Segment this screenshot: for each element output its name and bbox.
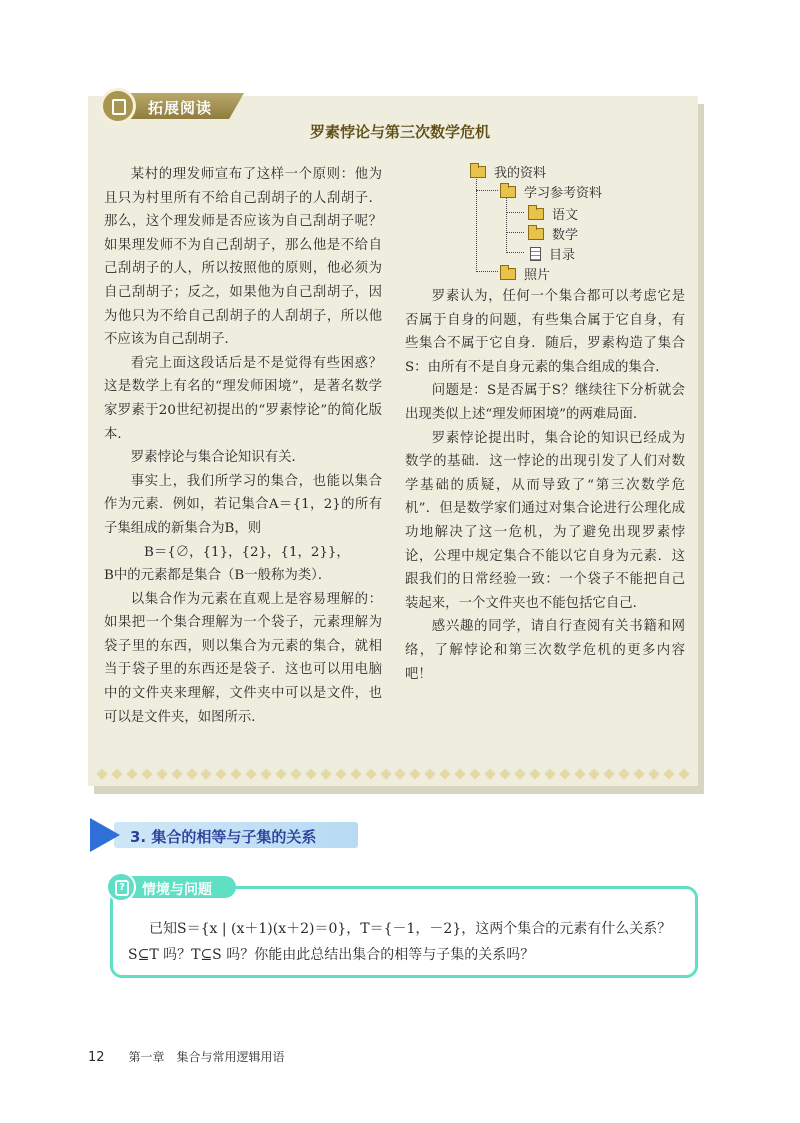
context-line: S⊆T 吗？T⊆S 吗？你能由此总结出集合的相等与子集的关系吗？	[128, 947, 535, 963]
page-footer	[88, 1048, 285, 1065]
reading-badge-label: 拓展阅读	[148, 99, 213, 117]
paragraph: 罗素悖论提出时，集合论的知识已经成为数学的基础．这一悖论的出现引发了人们对数学基础的质疑，从而导致了“第三次数学危机”．但是数学家们通过对集合论进行公理化成功地解决了这一危机，为了避免出现罗素悖论，公理中规定集合不能以它自身为元素．这跟我们的日常经验一致：一个袋子不能把自己装起来，一个文件夹也不能包括它自己．	[405, 430, 685, 611]
paragraph: 以集合作为元素在直观上是容易理解的：如果把一个集合理解为一个袋子，元素理解为袋子里的东西，则以集合为元素的集合，就相当于袋子里的东西还是袋子．这也可以用电脑中的文件夹来理解，文件夹中可以是文件，也可以是文件夹，如图所示．	[104, 591, 382, 725]
tree-node-item: 语文	[528, 204, 578, 223]
folder-icon	[528, 228, 544, 240]
tree-node-root: 我的资料	[470, 162, 546, 181]
paragraph: 事实上，我们所学习的集合，也能以集合作为元素．例如，若记集合A＝{1，2}的所有子集组成的新集合为B，则	[104, 473, 382, 536]
folder-icon	[500, 186, 516, 198]
tree-node-item: 数学	[528, 224, 578, 243]
section-title: 3. 集合的相等与子集的关系	[130, 828, 317, 846]
folder-icon	[528, 208, 544, 220]
tree-node-last: 照片	[500, 264, 550, 283]
tree-node-sub: 学习参考资料	[500, 182, 602, 201]
folder-icon	[500, 268, 516, 280]
document-icon	[530, 247, 541, 261]
question-icon: ?	[115, 880, 129, 896]
page-number: 12	[88, 1050, 105, 1065]
reading-right-column	[405, 285, 685, 686]
chapter-title: 第一章 集合与常用逻辑用语	[128, 1050, 285, 1064]
context-badge-label: 情境与问题	[142, 882, 212, 898]
reading-badge	[100, 88, 250, 124]
folder-tree-figure	[468, 160, 668, 284]
panel-border-decoration	[98, 770, 688, 782]
paragraph: 感兴趣的同学，请自行查阅有关书籍和网络，了解悖论和第三次数学危机的更多内容吧！	[405, 619, 685, 682]
section-heading	[90, 818, 358, 852]
paragraph: 某村的理发师宣布了这样一个原则：他为且只为村里所有不给自己刮胡子的人刮胡子．那么，这个理发师是否应该为自己刮胡子呢？如果理发师不为自己刮胡子，那么他是不给自己刮胡子的人，所以按照他的原则，他必须为自己刮胡子；反之，如果他为自己刮胡子，因为他只为不给自己刮胡子的人刮胡子，所以他不应该为自己刮胡子．	[104, 167, 382, 348]
paragraph: 看完上面这段话后是不是觉得有些困惑？这是数学上有名的“理发师困境”，是著名数学家罗素于20世纪初提出的“罗素悖论”的简化版本．	[104, 355, 382, 442]
reading-title: 罗素悖论与第三次数学危机	[309, 123, 490, 141]
paragraph: B中的元素都是集合（B一般称为类）．	[104, 568, 332, 584]
book-icon	[112, 99, 126, 115]
context-badge	[106, 872, 236, 902]
tree-node-item: 目录	[530, 244, 575, 263]
paragraph: 问题是：S是否属于S？继续往下分析就会出现类似上述“理发师困境”的两难局面．	[405, 383, 685, 422]
formula: B＝{∅，{1}，{2}，{1，2}}，	[144, 544, 350, 560]
paragraph: 罗素认为，任何一个集合都可以考虑它是否属于自身的问题，有些集合属于它自身，有些集合不属于它自身．随后，罗素构造了集合S：由所有不是自身元素的集合组成的集合．	[405, 289, 685, 375]
context-line: 已知S＝{x | (x＋1)(x＋2)＝0}，T＝{－1，－2}，这两个集合的元素有什么关系？	[149, 921, 672, 937]
reading-left-column	[104, 163, 382, 729]
folder-icon	[470, 166, 486, 178]
context-text	[128, 916, 688, 968]
paragraph: 罗素悖论与集合论知识有关．	[130, 450, 305, 466]
